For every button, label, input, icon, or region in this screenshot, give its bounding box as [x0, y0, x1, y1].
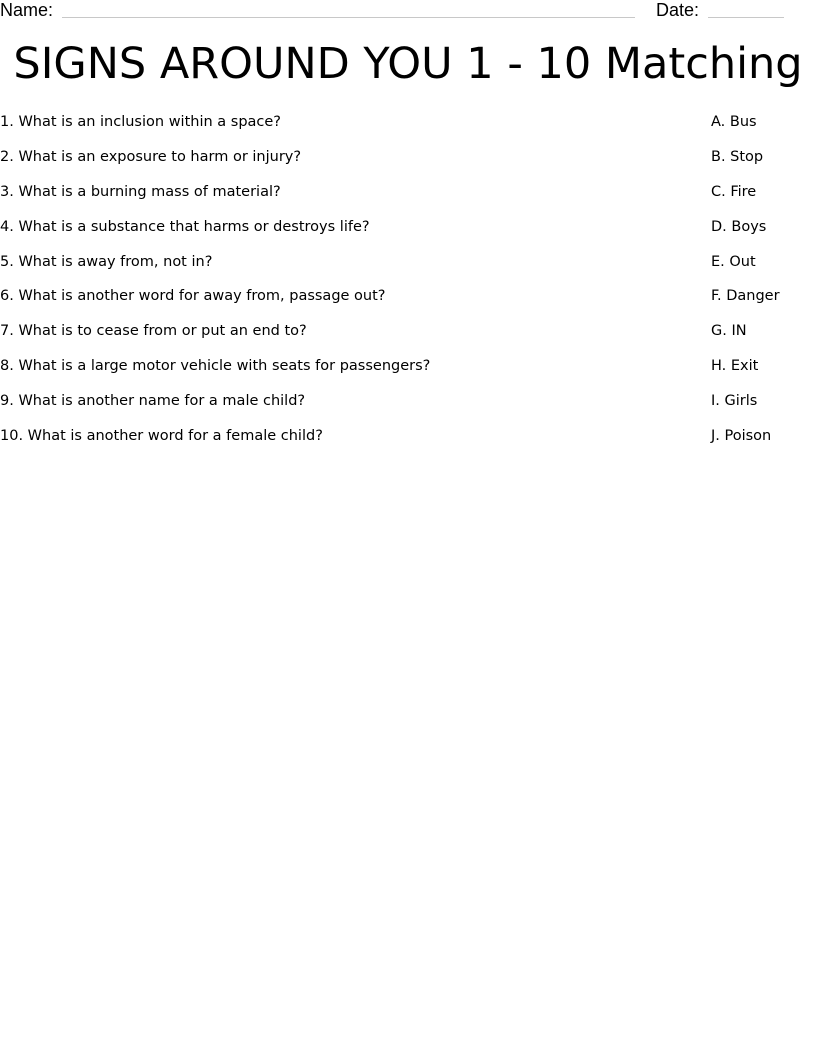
worksheet-header	[0, 0, 816, 24]
question-item: 9. What is another name for a male child?	[0, 393, 306, 410]
answers-list	[711, 112, 811, 461]
answer-item: G. IN	[711, 323, 747, 340]
questions-list	[0, 112, 680, 461]
question-item: 5. What is away from, not in?	[0, 253, 213, 270]
answer-item: C. Fire	[711, 183, 757, 200]
question-item: 8. What is a large motor vehicle with seats for passengers?	[0, 358, 431, 375]
question-item: 10. What is another word for a female child?	[0, 428, 323, 445]
answer-item: F. Danger	[711, 288, 780, 305]
question-item: 1. What is an inclusion within a space?	[0, 114, 282, 130]
question-item: 4. What is a substance that harms or destroys life?	[0, 218, 370, 235]
answer-item: A. Bus	[711, 114, 757, 130]
page-title: SIGNS AROUND YOU 1 - 10 Matching	[13, 39, 803, 89]
question-item: 7. What is to cease from or put an end to?	[0, 323, 307, 340]
date-label: Date:	[656, 0, 700, 20]
answer-item: I. Girls	[711, 393, 758, 410]
question-item: 2. What is an exposure to harm or injury?	[0, 148, 302, 165]
answer-item: E. Out	[711, 253, 756, 270]
question-item: 3. What is a burning mass of material?	[0, 183, 281, 200]
question-item: 6. What is another word for away from, passage out?	[0, 288, 386, 305]
answer-item: H. Exit	[711, 358, 759, 375]
answer-item: D. Boys	[711, 218, 767, 235]
date-blank-line	[708, 17, 784, 18]
answer-item: B. Stop	[711, 148, 764, 165]
name-blank-line	[62, 17, 635, 18]
name-label: Name:	[0, 0, 54, 20]
answer-item: J. Poison	[711, 428, 772, 445]
